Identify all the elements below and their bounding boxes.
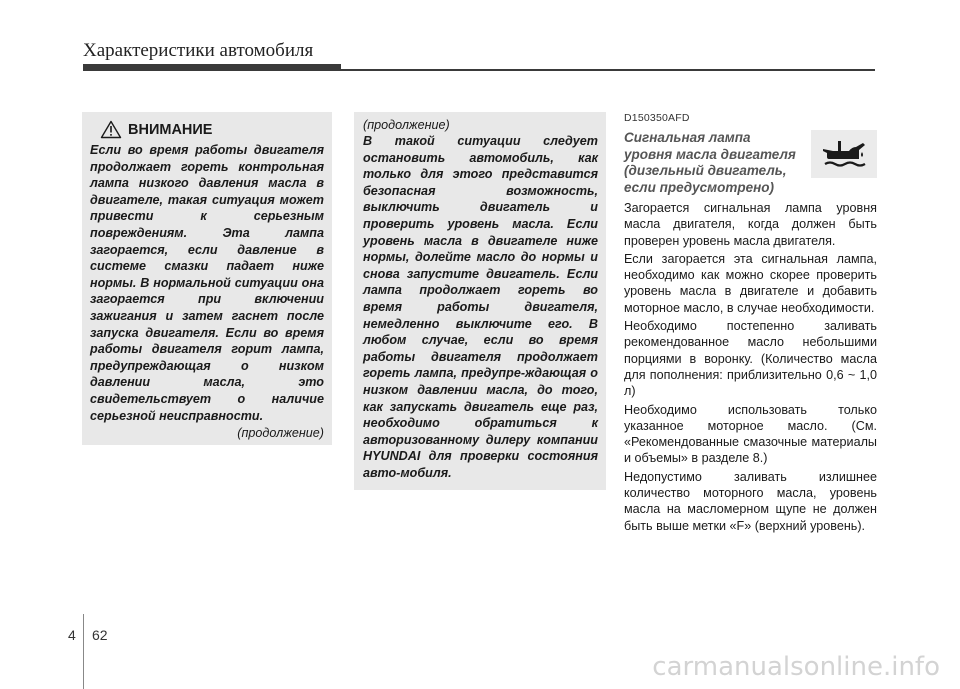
warning-triangle-icon [100,120,122,139]
paragraph: Необходимо постепенно заливать рекомендованное масло небольшими порциями в воронку. (Количество масла для пополнения: приблизительно 0,6 ~ 1,0 л) [624,319,877,399]
paragraph: Необходимо использовать только указанное моторное масло. (См. «Рекомендованные смазочные материалы и объемы» в разделе 8.) [624,402,877,466]
warning-title: ВНИМАНИЕ [128,121,213,138]
page-number: 62 [92,627,108,643]
oil-level-section [624,112,877,534]
paragraph: Если загорается эта сигнальная лампа, необходимо как можно скорее проверить уровень масла в двигателе и добавить моторное масло, в случае необходимости. [624,251,877,315]
warning-header [100,120,324,139]
continued-note: (продолжение) [237,426,324,441]
paragraph: Недопустимо заливать излишнее количество моторного масла, уровень масла на масломерном щупе не должен быть выше метки «F» (верхний уровень). [624,469,877,533]
watermark: carmanualsonline.info [652,652,940,682]
section-code: D150350AFD [624,112,690,124]
section-title-line: (дизельный двигатель, [624,163,787,178]
section-title-line: если предусмотрено) [624,179,774,195]
page-header-title: Характеристики автомобиля [83,40,314,61]
section-title [624,130,804,196]
warning-panel [82,112,332,445]
section-title-line: Сигнальная лампа [624,130,751,145]
section-number: 4 [68,627,76,643]
header-rule-thin [83,69,875,71]
continued-warning-panel [354,112,606,490]
oil-lamp-box [811,130,877,178]
warning-body: Если во время работы двигателя продолжает гореть контрольная лампа низкого давления масла в двигателе, такая ситуация может привести к серьезным повреждениям. Эта лампа загорается, если давление в системе смазки падает ниже нормы. В нормальной ситуации она загорается при включении зажигания и затем гаснет после запуска двигателя. Если во время работы двигателя горит лампа, предупреждающая о низком давлении масла, это свидетельствует о наличие серьезной неисправности. [90,143,324,423]
lamp-title-row [624,130,877,196]
footer-divider [83,614,84,689]
continued-body: В такой ситуации следует остановить автомобиль, как только для этого представится безопасная возможность, выключить двигатель и проверить уровень масла. Если уровень масла в двигателе ниже нормы, долейте масло до нормы и снова запустите двигатель. Если лампа продолжает гореть во время работы двигателя, немедленно выключите его. В любом случае, если во время работы двигателя продолжает гореть лампа, предупре-ждающая о низком давлении масла, до того, как запускать двигатель еще раз, необходимо обратиться к авторизованному дилеру компании HYUNDAI для проверки состояния авто-мобиля. [363,134,598,480]
section-title-line: уровня масла двигателя [624,146,796,162]
continued-label: (продолжение) [363,118,450,132]
paragraph: Загорается сигнальная лампа уровня масла двигателя, когда должен быть проверен уровень масла двигателя. [624,201,877,248]
oil-level-icon [819,139,869,169]
